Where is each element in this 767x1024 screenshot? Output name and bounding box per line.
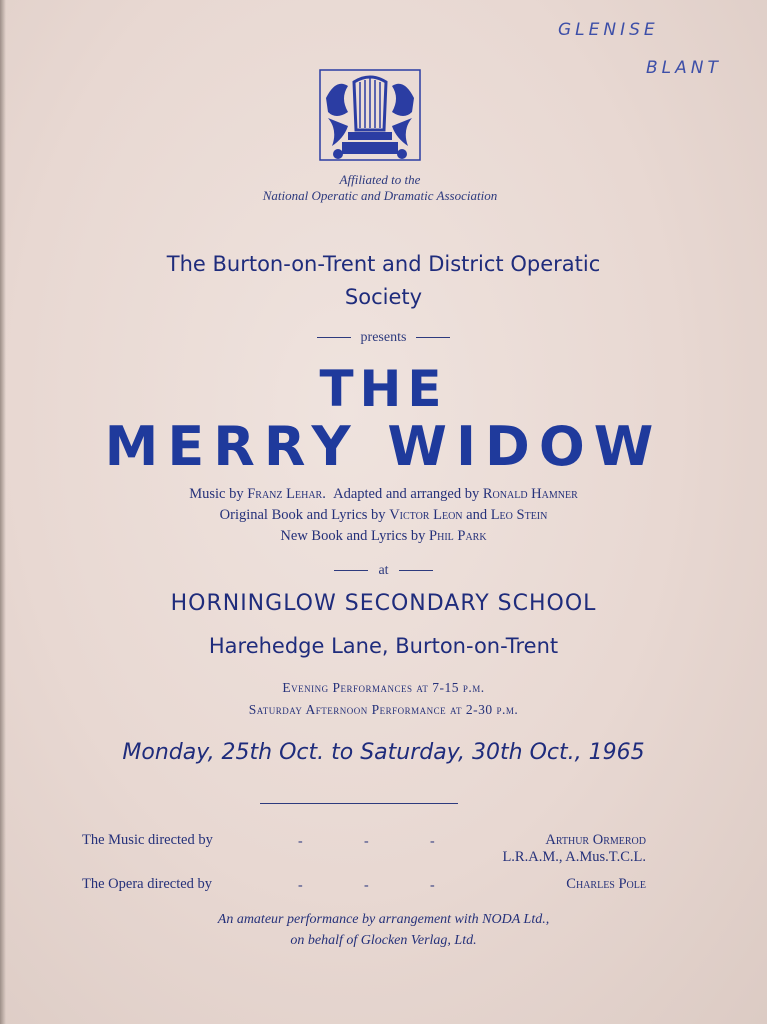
credits-music-line <box>0 484 767 505</box>
notice-line-2: on behalf of Glocken Verlag, Ltd. <box>290 933 477 948</box>
original-author-1: Victor Leon <box>389 507 463 523</box>
music-director-name: Arthur Ormerod <box>545 832 646 848</box>
leader-dash: - <box>364 878 369 893</box>
presents-line <box>0 330 767 346</box>
opera-director-name: Charles Pole <box>566 876 646 892</box>
leader-dash: - <box>364 834 369 849</box>
arranger-name: Ronald Hamner <box>482 486 578 502</box>
society-line-1: The Burton-on-Trent and District Operatic <box>166 252 601 276</box>
music-director-label: The Music directed by <box>82 832 213 848</box>
performance-times <box>0 677 767 721</box>
leader-dash: - <box>430 834 435 849</box>
society-name <box>0 248 767 314</box>
adapted-prefix: Adapted and arranged by <box>333 486 480 502</box>
affiliation-line-1: Affiliated to the <box>339 172 421 187</box>
evening-label: Evening Performances <box>282 680 413 695</box>
harp-emblem-icon <box>318 68 422 162</box>
venue-name: HORNINGLOW SECONDARY SCHOOL <box>170 591 597 616</box>
music-prefix: Music by <box>189 486 244 502</box>
saturday-time: at 2-30 p.m. <box>450 702 519 717</box>
rule-left <box>317 337 351 338</box>
show-title-line-2: MERRY WIDOW <box>104 415 663 478</box>
at-text: at <box>378 563 389 578</box>
leader-dash: - <box>298 878 303 893</box>
opera-director-label: The Opera directed by <box>82 876 213 892</box>
credits-block <box>0 484 767 547</box>
venue-address: Harehedge Lane, Burton-on-Trent <box>208 634 559 658</box>
new-author: Phil Park <box>429 528 487 544</box>
composer-name: Franz Lehar. <box>247 486 326 502</box>
evening-performances <box>0 677 767 699</box>
music-director-qualifications: L.R.A.M., A.Mus.T.C.L. <box>502 849 646 865</box>
rule-right <box>399 570 433 571</box>
credits-new-line <box>0 526 767 547</box>
saturday-label: Saturday Afternoon Performance <box>248 702 447 717</box>
rule-right <box>416 337 450 338</box>
performance-dates: Monday, 25th Oct. to Saturday, 30th Oct., 1965 <box>122 740 645 765</box>
original-prefix: Original Book and Lyrics by <box>219 507 386 523</box>
evening-time: at 7-15 p.m. <box>416 680 485 695</box>
at-line <box>0 563 767 579</box>
notice-line-1: An amateur performance by arrangement with NODA Ltd., <box>217 912 550 927</box>
handwritten-first-name: GLENISE <box>558 20 659 40</box>
original-and: and <box>466 507 488 523</box>
affiliation-line-2: National Operatic and Dramatic Association <box>262 188 498 203</box>
society-line-2: Society <box>344 285 423 309</box>
new-prefix: New Book and Lyrics by <box>280 528 426 544</box>
divider-rule <box>260 803 458 804</box>
saturday-performance <box>0 699 767 721</box>
rule-left <box>334 570 368 571</box>
handwritten-surname: BLANT <box>646 58 722 78</box>
credits-original-line <box>0 505 767 526</box>
presents-text: presents <box>360 330 407 345</box>
leader-dash: - <box>430 878 435 893</box>
affiliation-text <box>230 172 530 204</box>
performance-notice <box>0 909 767 951</box>
show-title-line-1: THE <box>319 360 448 418</box>
leader-dash: - <box>298 834 303 849</box>
original-author-2: Leo Stein <box>490 507 548 523</box>
